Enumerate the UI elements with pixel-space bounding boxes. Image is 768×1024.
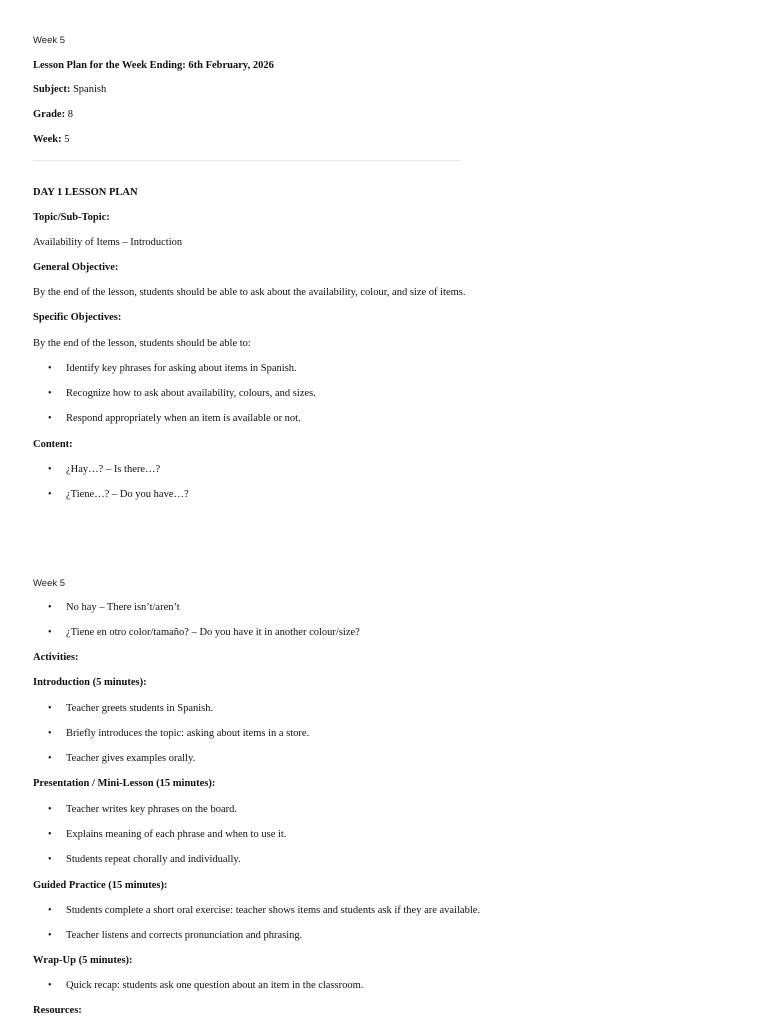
list-item-text: ¿Hay…? – Is there…? [66,464,161,475]
list-item-text: Teacher writes key phrases on the board. [66,804,237,815]
list-item-text: ¿Tiene…? – Do you have…? [66,489,189,500]
specific-objectives-label: Specific Objectives: [33,312,122,323]
bullet-icon: • [48,413,52,424]
list-item-text: Teacher gives examples orally. [66,753,196,764]
week-value: 5 [61,134,70,145]
guided-practice-label: Guided Practice (15 minutes): [33,880,168,891]
bullet-icon: • [48,930,52,941]
bullet-icon: • [48,728,52,739]
content-label: Content: [33,439,73,450]
grade-label: Grade: [33,109,66,120]
activities-label: Activities: [33,652,79,663]
bullet-icon: • [48,703,52,714]
subject-line [33,83,106,97]
list-item-text: Quick recap: students ask one question about an item in the classroom. [66,980,364,991]
list-item-text: Teacher greets students in Spanish. [66,703,214,714]
day-heading: DAY 1 LESSON PLAN [33,187,138,198]
week-line [33,133,69,147]
bullet-icon: • [48,363,52,374]
bullet-icon: • [48,627,52,638]
list-item-text: Identify key phrases for asking about items in Spanish. [66,363,297,374]
general-objective-text: By the end of the lesson, students should be able to ask about the availability, colour, and size of items. [33,287,466,298]
presentation-label: Presentation / Mini-Lesson (15 minutes): [33,778,216,789]
general-objective-label: General Objective: [33,262,119,273]
bullet-icon: • [48,829,52,840]
list-item-text: Respond appropriately when an item is available or not. [66,413,301,424]
list-item-text: No hay – There isn’t/aren’t [66,602,180,613]
week-label: Week: [33,134,62,145]
specific-objectives-intro: By the end of the lesson, students should be able to: [33,338,251,349]
list-item-text: Recognize how to ask about availability, colours, and sizes. [66,388,316,399]
list-item-text: Explains meaning of each phrase and when to use it. [66,829,287,840]
list-item-text: Briefly introduces the topic: asking about items in a store. [66,728,310,739]
bullet-icon: • [48,489,52,500]
bullet-icon: • [48,854,52,865]
list-item-text: Teacher listens and corrects pronunciation and phrasing. [66,930,303,941]
topic-text: Availability of Items – Introduction [33,237,183,248]
bullet-icon: • [48,905,52,916]
page-header: Week 5 [33,35,66,46]
divider [33,160,461,161]
bullet-icon: • [48,388,52,399]
subject-value: Spanish [70,84,107,95]
bullet-icon: • [48,602,52,613]
bullet-icon: • [48,464,52,475]
bullet-icon: • [48,804,52,815]
bullet-icon: • [48,753,52,764]
lesson-title: Lesson Plan for the Week Ending: 6th February, 2026 [33,60,274,71]
list-item-text: Students repeat chorally and individually. [66,854,241,865]
list-item-text: ¿Tiene en otro color/tamaño? – Do you have it in another colour/size? [66,627,360,638]
list-item-text: Students complete a short oral exercise: teacher shows items and students ask if they are available. [66,905,481,916]
page-header: Week 5 [33,578,66,589]
introduction-label: Introduction (5 minutes): [33,677,147,688]
resources-label: Resources: [33,1005,82,1016]
topic-label: Topic/Sub-Topic: [33,212,110,223]
wrap-up-label: Wrap-Up (5 minutes): [33,955,133,966]
bullet-icon: • [48,980,52,991]
subject-label: Subject: [33,84,71,95]
grade-line [33,108,73,122]
grade-value: 8 [65,109,73,120]
